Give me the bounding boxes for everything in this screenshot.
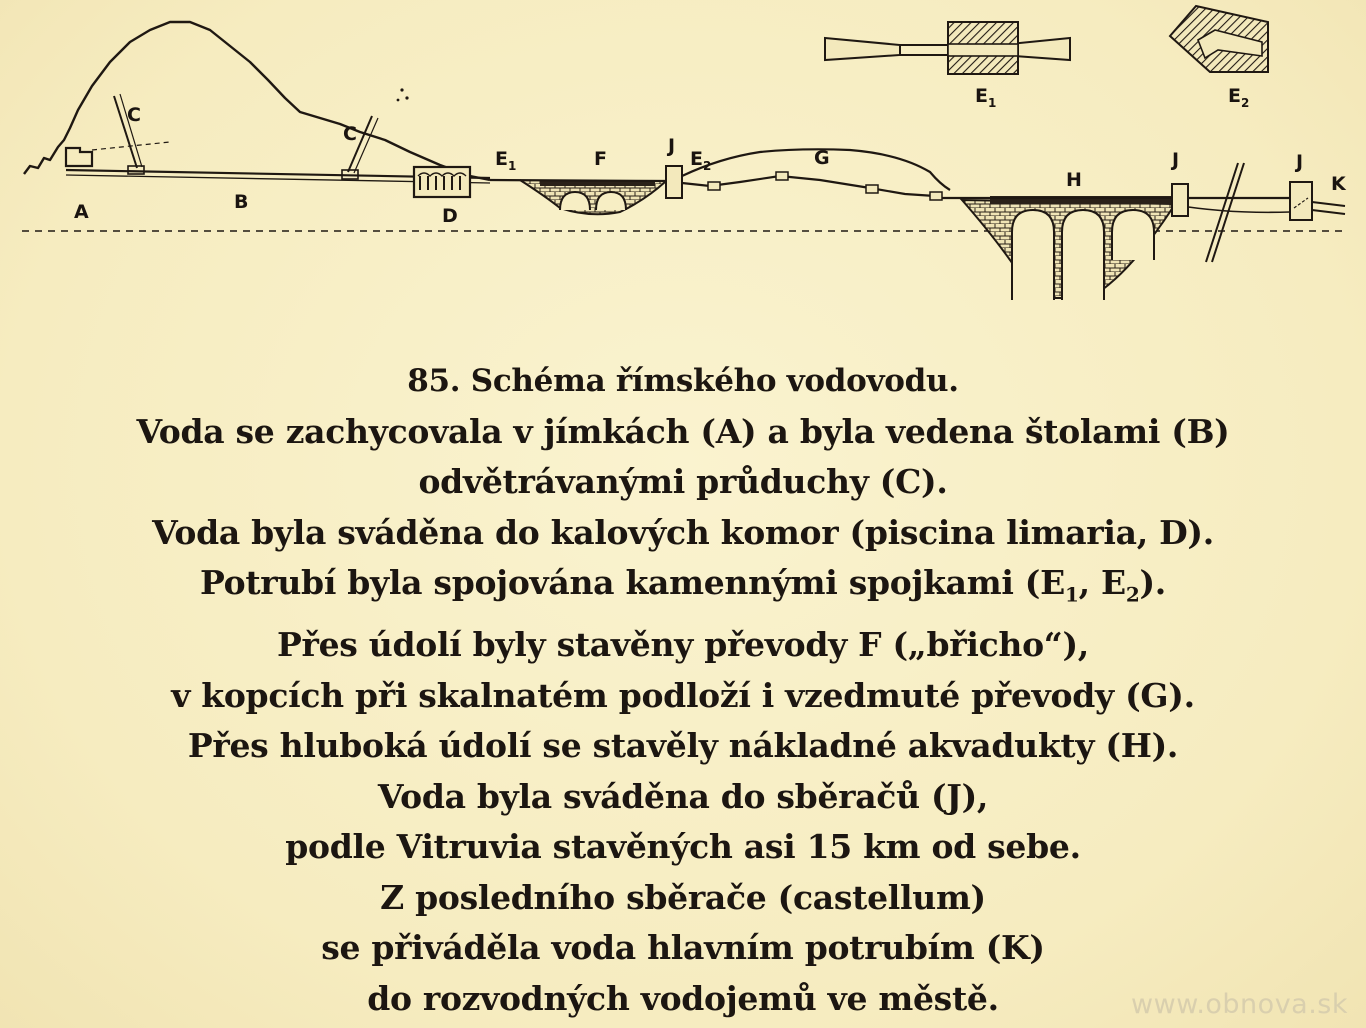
aqueduct-diagram: [0, 0, 1366, 320]
watermark: www.obnova.sk: [1131, 989, 1348, 1020]
inset-label-e2: $E_2$: [1228, 85, 1250, 110]
label-d: D: [442, 205, 458, 227]
label-e2: $E_2$: [690, 148, 712, 173]
caption-line-9: podle Vitruvia stavěných asi 15 km od sebe.: [285, 827, 1081, 867]
hill-outline: [24, 22, 490, 180]
inset-joint-e2: [1170, 6, 1268, 72]
caption-line-11: se přiváděla voda hlavním potrubím (K): [321, 928, 1045, 968]
caption-line-5: Přes údolí byly stavěny převody F („břicho“),: [277, 625, 1089, 665]
caption-line-2: odvětrávanými průduchy (C).: [418, 462, 948, 501]
label-g: G: [814, 147, 830, 169]
spring-chamber-a: [66, 148, 92, 166]
settling-tank-d: [414, 167, 470, 197]
label-e1: $E_1$: [495, 148, 517, 173]
label-j1: J: [668, 135, 676, 157]
caption-line-8: Voda byla sváděna do sběračů (J),: [377, 776, 989, 816]
inset-label-e1: $E_1$: [975, 85, 997, 110]
caption-line-4: Potrubí byla spojována kamennými spojkami ($E_1$, $E_2$).: [200, 563, 1166, 607]
label-j3: J: [1296, 151, 1304, 173]
label-h: H: [1066, 169, 1082, 191]
label-f: F: [594, 148, 607, 170]
caption-line-10: Z posledního sběrače (castellum): [380, 877, 986, 917]
main-pipe-k: [1312, 202, 1345, 206]
caption-line-6: v kopcích při skalnatém podloží i vzedmuté převody (G).: [171, 675, 1195, 715]
caption-line-7: Přes hluboká údolí se stavěly nákladné akvadukty (H).: [187, 726, 1179, 766]
label-c2: C: [343, 123, 357, 145]
caption-line-1: Voda se zachycovala v jímkách (A) a byla vedena štolami (B): [136, 411, 1230, 451]
label-a: A: [74, 201, 89, 223]
inset-joint-e1: [825, 22, 1070, 74]
collector-j2: [1172, 184, 1188, 216]
label-c1: C: [127, 104, 141, 126]
figure-caption: [0, 356, 1366, 1024]
caption-title: 85. Schéma římského vodovodu.: [407, 363, 959, 399]
caption-line-3: Voda byla sváděna do kalových komor (piscina limaria, D).: [152, 512, 1214, 552]
label-b: B: [234, 191, 249, 213]
label-j2: J: [1172, 149, 1180, 171]
caption-line-12: do rozvodných vodojemů ve městě.: [367, 978, 999, 1018]
collector-j1: [666, 166, 682, 198]
label-k: K: [1331, 173, 1346, 195]
castellum-j3: [1290, 182, 1312, 220]
